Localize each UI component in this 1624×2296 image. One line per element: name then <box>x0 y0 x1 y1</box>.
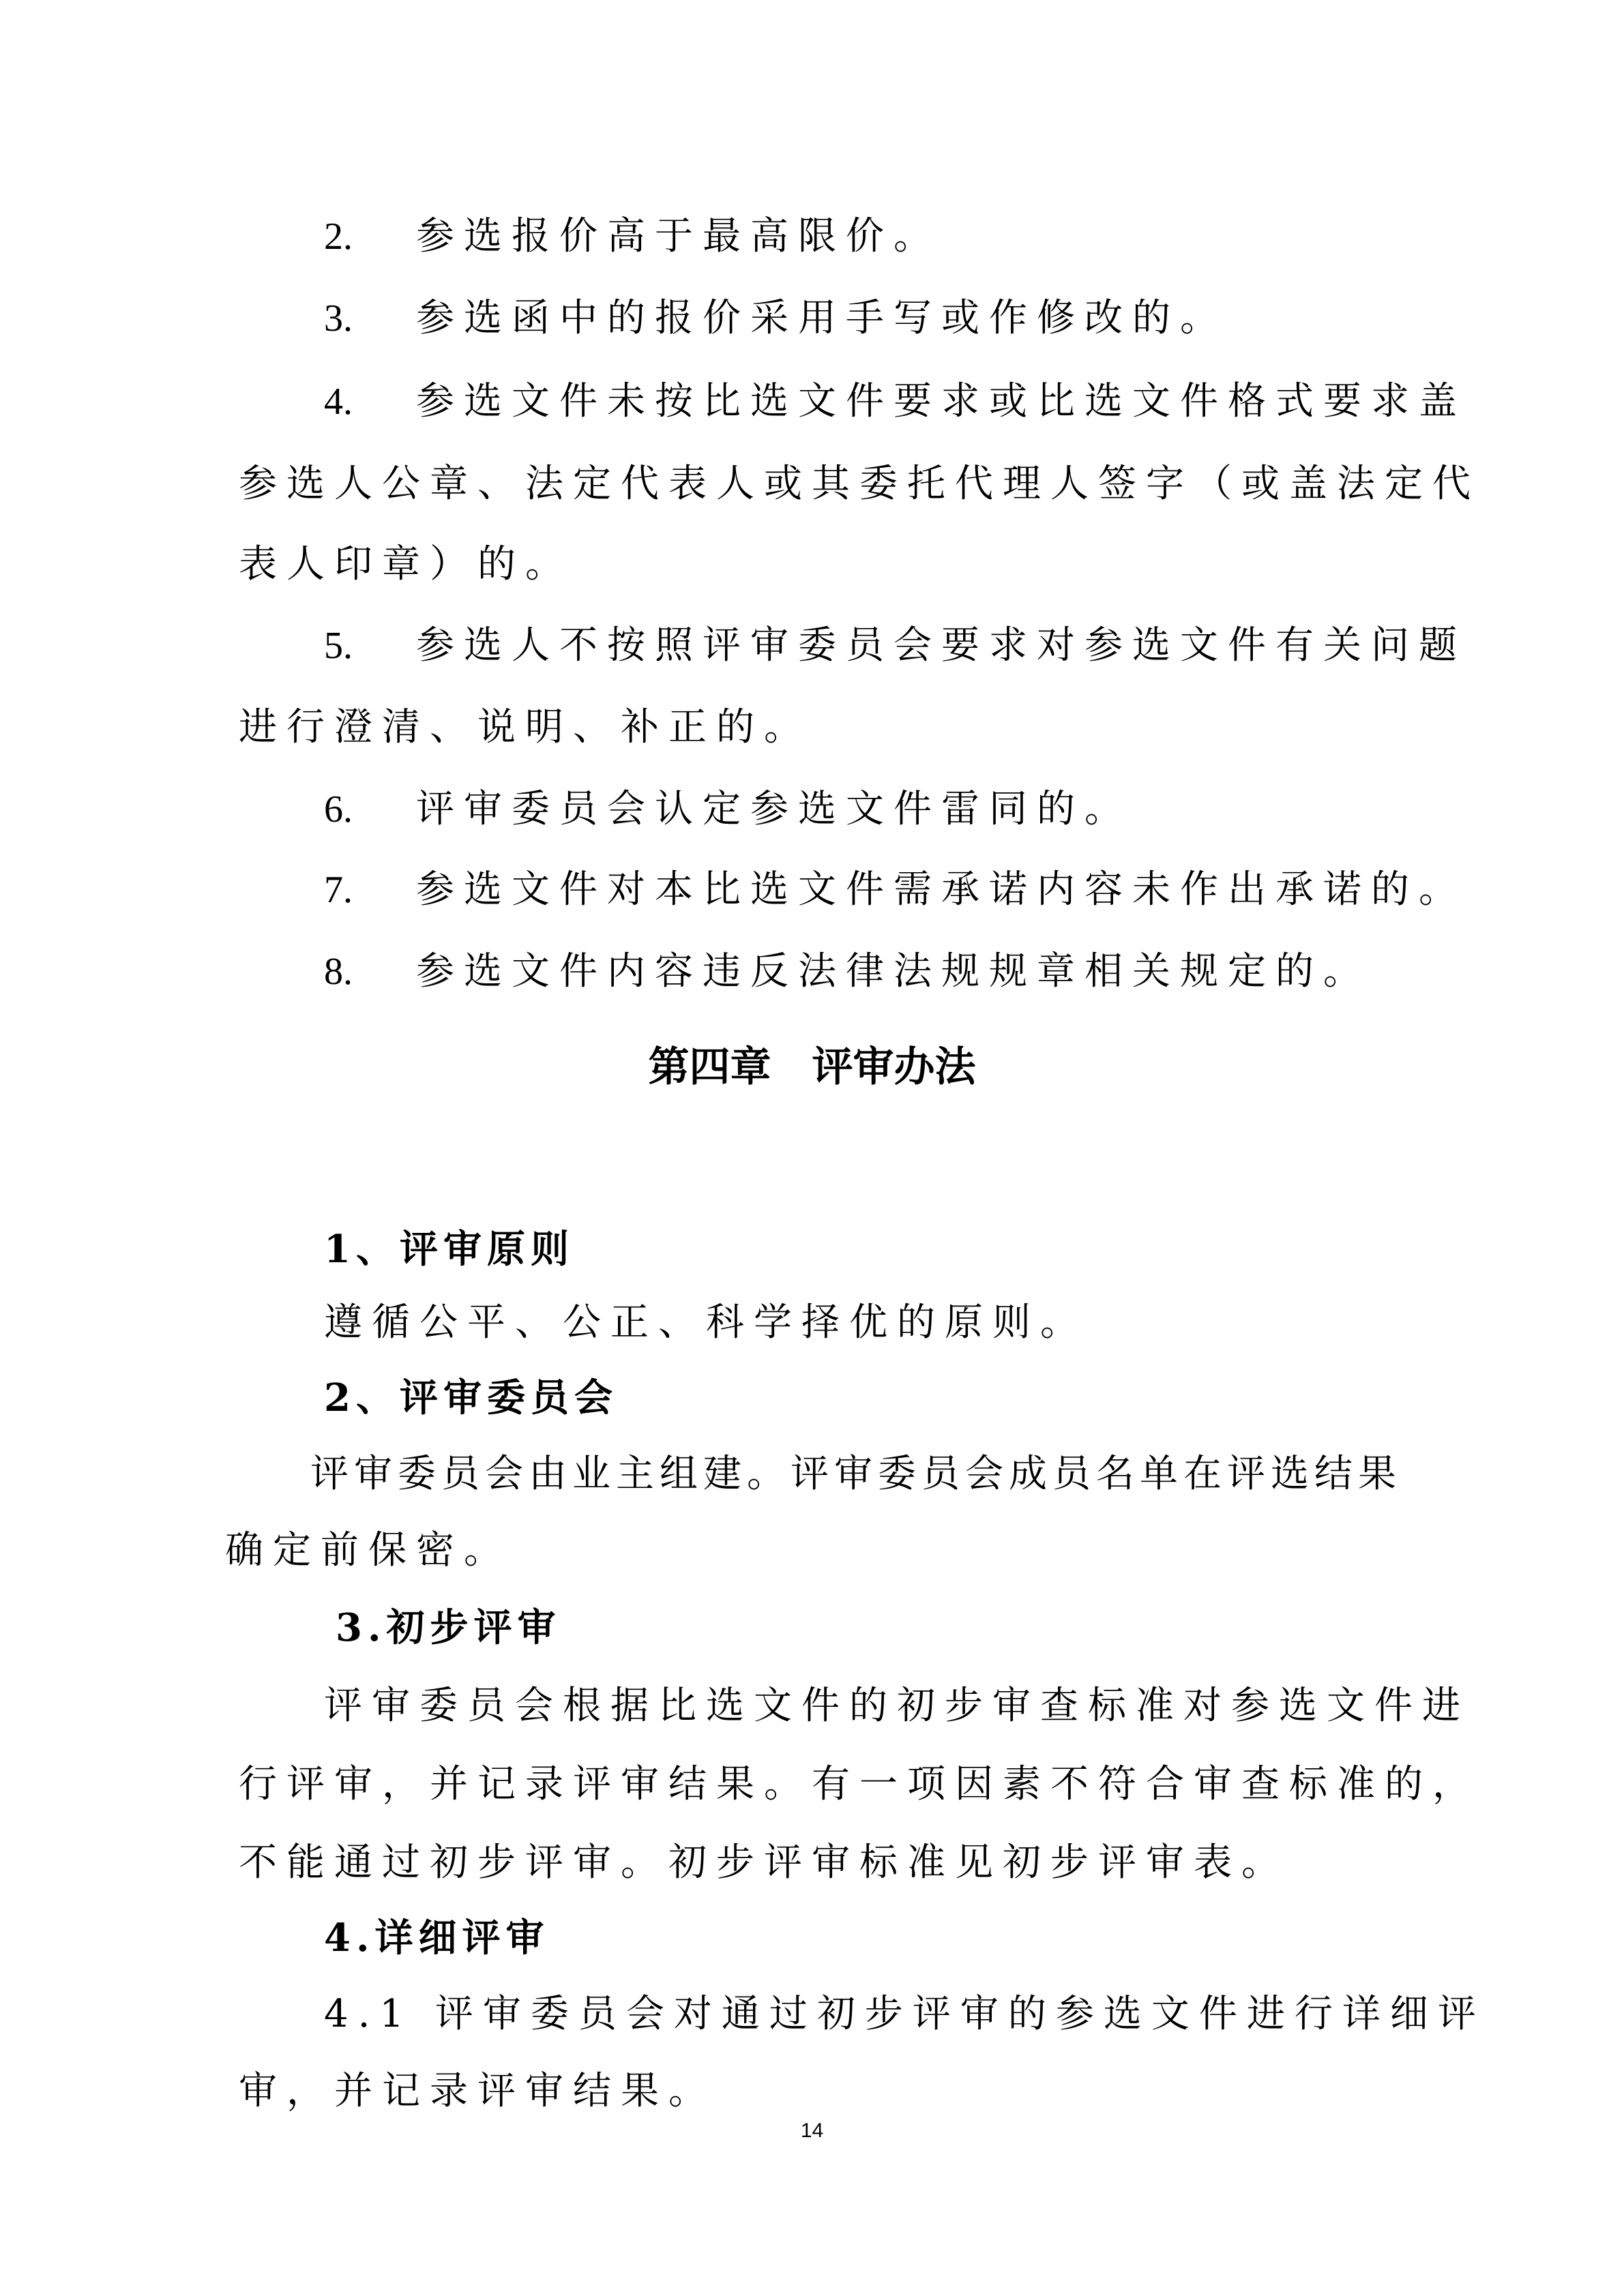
list-item-continuation: 表人印章）的。 <box>239 542 573 586</box>
list-item-text: 评审委员会认定参选文件雷同的。 <box>416 787 1132 831</box>
list-item-text: 参选报价高于最高限价。 <box>416 214 941 258</box>
section-body-line: 审，并记录评审结果。 <box>239 2069 716 2113</box>
section-heading: 2、评审委员会 <box>324 1375 618 1420</box>
section-body-line: 遵循公平、公正、科学择优的原则。 <box>324 1300 1088 1345</box>
section-body-line: 评审委员会由业主组建。评审委员会成员名单在评选结果 <box>310 1452 1402 1496</box>
list-item-number: 4. <box>324 381 353 423</box>
list-item-number: 8. <box>324 951 353 993</box>
list-item-continuation: 参选人公章、法定代表人或其委托代理人签字（或盖法定代 <box>239 462 1480 506</box>
list-item-number: 7. <box>324 869 353 911</box>
page-number: 14 <box>800 2119 824 2142</box>
section-heading: 4.详细评审 <box>324 1915 550 1960</box>
chapter-heading: 第四章 评审办法 <box>648 1043 976 1091</box>
list-item-number: 2. <box>324 215 353 258</box>
section-body-line: 行评审，并记录评审结果。有一项因素不符合审查标准的， <box>239 1762 1480 1806</box>
section-heading: 3.初步评审 <box>336 1605 561 1650</box>
list-item-continuation: 进行澄清、说明、补正的。 <box>239 705 812 749</box>
section-body-line: 不能通过初步评审。初步评审标准见初步评审表。 <box>239 1840 1289 1885</box>
list-item-number: 3. <box>324 297 353 340</box>
list-item-number: 5. <box>324 625 353 667</box>
section-body-line: 确定前保密。 <box>225 1528 512 1572</box>
list-item-text: 参选文件内容违反法律法规规章相关规定的。 <box>416 949 1371 994</box>
section-body-line: 4.1 评审委员会对通过初步评审的参选文件进行详细评 <box>324 1992 1486 2036</box>
section-heading: 1、评审原则 <box>324 1227 574 1272</box>
list-item-text: 参选文件对本比选文件需承诺内容未作出承诺的。 <box>416 867 1466 912</box>
list-item-text: 参选文件未按比选文件要求或比选文件格式要求盖 <box>416 379 1466 423</box>
list-item-text: 参选人不按照评审委员会要求对参选文件有关问题 <box>416 623 1466 668</box>
list-item-text: 参选函中的报价采用手写或作修改的。 <box>416 296 1228 340</box>
list-item-number: 6. <box>324 788 353 831</box>
section-body-line: 评审委员会根据比选文件的初步审查标准对参选文件进 <box>324 1684 1470 1728</box>
